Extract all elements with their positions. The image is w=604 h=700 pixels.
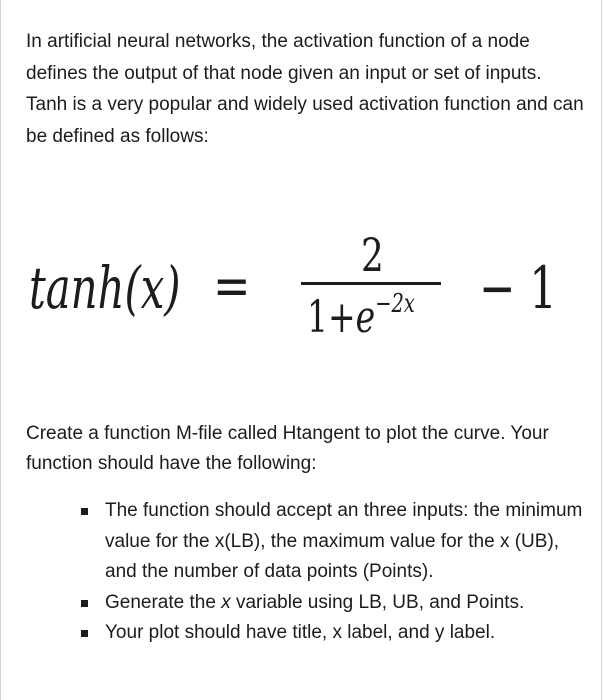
tanh-formula	[29, 228, 589, 352]
formula-tail: − 1	[479, 254, 557, 322]
list-item-text-after: variable using LB, UB, and Points.	[230, 591, 525, 613]
formula-denominator	[307, 289, 415, 343]
list-item-text: The function should accept an three inputs: the minimum value for the x(LB), the maximum value for the x (UB), and the number of data points (Points).	[105, 500, 583, 582]
formula-equals: =	[213, 254, 251, 319]
bullet-marker	[81, 508, 88, 515]
list-item-text-before: Generate the	[105, 591, 222, 613]
task-paragraph: Create a function M-file called Htangent to plot the curve. Your function should have the following:	[26, 423, 549, 474]
intro-paragraph: In artificial neural networks, the activation function of a node defines the output of that node given an input or set of inputs. Tanh is a very popular and widely used activation function and can be defined as follows:	[26, 31, 584, 147]
list-item-text: Your plot should have title, x label, and y label.	[105, 622, 496, 643]
denominator-exponent: −2x	[375, 289, 415, 319]
bullet-marker	[81, 630, 88, 637]
fraction-bar	[301, 282, 441, 285]
denominator-e: e	[355, 292, 376, 343]
list-item-italic-x: x	[221, 591, 231, 613]
list-item	[81, 588, 586, 619]
formula-numerator: 2	[361, 228, 384, 282]
requirements-list	[81, 496, 586, 649]
list-item	[81, 618, 586, 649]
formula-lhs: tanh(x)	[29, 254, 181, 322]
list-item	[81, 496, 586, 588]
bullet-marker	[81, 600, 88, 607]
denominator-base: 1+	[307, 292, 356, 343]
